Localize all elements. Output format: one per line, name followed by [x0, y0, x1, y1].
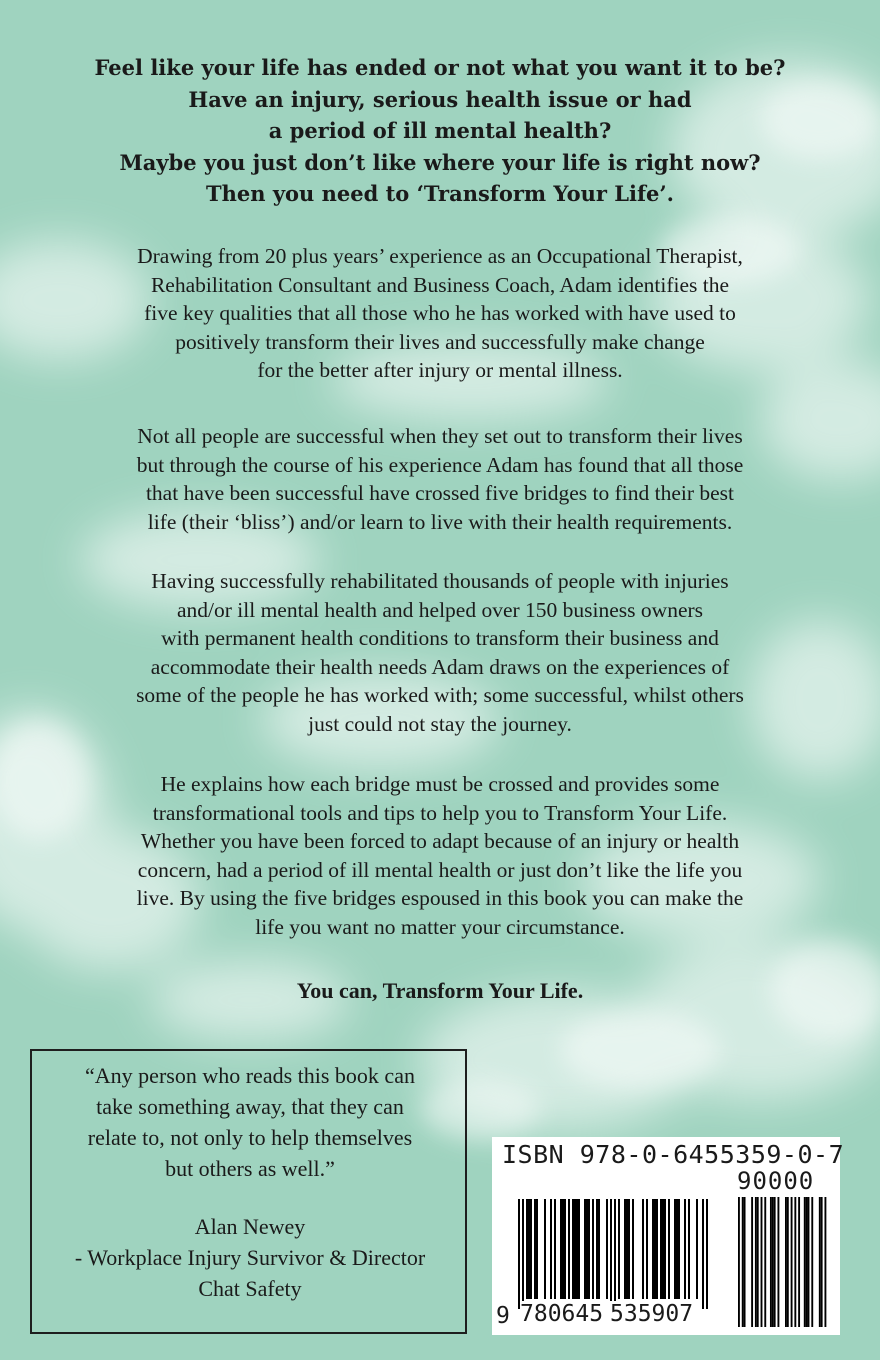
- paragraph-line: and/or ill mental health and helped over 150 business owners: [176, 597, 704, 622]
- addon-bar: [770, 1197, 772, 1327]
- barcode-bar: [568, 1199, 570, 1299]
- barcode-bar: [654, 1199, 656, 1299]
- addon-bar: [794, 1197, 796, 1327]
- addon-bar: [774, 1197, 776, 1327]
- paragraph-line: transformational tools and tips to help you to Transform Your Life.: [152, 800, 728, 825]
- addon-bar: [738, 1197, 740, 1327]
- paragraph-line: Whether you have been forced to adapt because of an injury or health: [140, 829, 740, 854]
- addon-label: 90000: [737, 1167, 815, 1195]
- addon-bar: [785, 1197, 787, 1327]
- isbn-label: ISBN 978-0-6455359-0-7: [502, 1140, 845, 1169]
- paragraph-line: Not all people are successful when they set out to transform their lives: [137, 424, 743, 448]
- barcode-bar: [518, 1199, 520, 1309]
- testimonial-quote: [40, 1060, 460, 1184]
- tagline: You can, Transform Your Life.: [296, 978, 584, 1003]
- barcode-bar: [606, 1199, 608, 1299]
- barcode-bar: [562, 1199, 564, 1299]
- barcode-bar: [624, 1199, 626, 1299]
- barcode-bar: [596, 1199, 598, 1299]
- paragraph-line: Drawing from 20 plus years’ experience as an Occupational Therapist,: [137, 244, 743, 268]
- barcode-bar: [684, 1199, 686, 1299]
- barcode-bar: [598, 1199, 600, 1299]
- barcode-bar: [576, 1199, 578, 1299]
- barcode-bar: [660, 1199, 662, 1299]
- headline-line: Feel like your life has ended or not what you want it to be?: [94, 55, 786, 80]
- paragraph-rehabilitation: [30, 567, 850, 739]
- quote-line: “Any person who reads this book can: [85, 1063, 415, 1088]
- paragraph-line: accommodate their health needs Adam draws on the experiences of: [150, 654, 730, 679]
- barcode-bar: [610, 1199, 612, 1309]
- headline-line: Then you need to ‘Transform Your Life’.: [205, 181, 674, 206]
- barcode-bar: [526, 1199, 528, 1299]
- paragraph-bridges-explained: [30, 770, 850, 942]
- barcode-bar: [614, 1199, 616, 1309]
- barcode-bar: [618, 1199, 620, 1299]
- paragraph-line: life (their ‘bliss’) and/or learn to live with their health requirements.: [147, 509, 733, 534]
- headline: [40, 52, 840, 210]
- addon-bar: [821, 1197, 823, 1327]
- barcode-bar: [626, 1199, 628, 1299]
- addon-bar: [819, 1197, 821, 1327]
- barcode-bar: [550, 1199, 552, 1299]
- barcode-bar: [584, 1199, 586, 1299]
- paragraph-line: but through the course of his experience Adam has found that all those: [136, 452, 744, 477]
- addon-bar: [787, 1197, 789, 1327]
- addon-bar: [777, 1197, 779, 1327]
- barcode-bar: [534, 1199, 536, 1299]
- quote-line: relate to, not only to help themselves: [87, 1125, 413, 1150]
- quote-line: take something away, that they can: [96, 1094, 404, 1119]
- quote-role-line: - Workplace Injury Survivor & Director: [74, 1245, 426, 1270]
- barcode-right-digits: 535907: [610, 1301, 694, 1327]
- barcode-bar: [592, 1199, 594, 1299]
- quote-role-line: Chat Safety: [198, 1276, 302, 1301]
- paragraph-line: Rehabilitation Consultant and Business Coach, Adam identifies the: [150, 272, 730, 297]
- testimonial-box: [30, 1049, 467, 1334]
- addon-bar: [764, 1197, 766, 1327]
- quote-line: but others as well.”: [165, 1156, 335, 1181]
- barcode-bar: [528, 1199, 530, 1299]
- paragraph-line: life you want no matter your circumstance.: [255, 914, 625, 939]
- paragraph-line: live. By using the five bridges espoused in this book you can make the: [136, 886, 744, 911]
- paragraph-line: positively transform their lives and successfully make change: [175, 329, 705, 354]
- barcode-bar: [522, 1199, 524, 1309]
- barcode-bar: [554, 1199, 556, 1299]
- addon-bar: [772, 1197, 774, 1327]
- barcode-bar: [536, 1199, 538, 1299]
- barcode-bar: [664, 1199, 666, 1299]
- paragraph-experience: [30, 242, 850, 385]
- addon-bar: [791, 1197, 793, 1327]
- addon-bar: [811, 1197, 813, 1327]
- addon-bar: [757, 1197, 759, 1327]
- headline-line: a period of ill mental health?: [268, 118, 612, 143]
- barcode-bar: [574, 1199, 576, 1299]
- paragraph-line: for the better after injury or mental illness.: [257, 358, 623, 383]
- barcode-bar: [564, 1199, 566, 1299]
- barcode-bar: [544, 1199, 546, 1299]
- barcode-bar: [572, 1199, 574, 1299]
- barcode-bar: [578, 1199, 580, 1299]
- barcode-bar: [588, 1199, 590, 1299]
- barcode-bar: [696, 1199, 698, 1299]
- barcode-bar: [642, 1199, 644, 1299]
- addon-bar: [824, 1197, 826, 1327]
- isbn-barcode: [492, 1137, 845, 1335]
- headline-line: Maybe you just don’t like where your life is right now?: [119, 149, 761, 175]
- addon-bar: [761, 1197, 763, 1327]
- paragraph-five-bridges: [30, 422, 850, 536]
- paragraph-line: just could not stay the journey.: [308, 711, 572, 736]
- addon-bar: [804, 1197, 806, 1327]
- barcode-bar: [628, 1199, 630, 1299]
- addon-bar: [798, 1197, 800, 1327]
- paragraph-line: He explains how each bridge must be crossed and provides some: [160, 772, 720, 796]
- paragraph-line: that have been successful have crossed five bridges to find their best: [145, 481, 735, 506]
- barcode-bar: [702, 1199, 704, 1309]
- barcode-bar: [674, 1199, 676, 1299]
- headline-line: Have an injury, serious health issue or had: [188, 86, 692, 112]
- barcode-bar: [586, 1199, 588, 1299]
- paragraph-line: some of the people he has worked with; some successful, whilst others: [136, 683, 744, 708]
- addon-bar: [806, 1197, 808, 1327]
- barcode-bar: [676, 1199, 678, 1299]
- barcode-bar: [530, 1199, 532, 1299]
- paragraph-line: with permanent health conditions to transform their business and: [161, 626, 719, 651]
- barcode-bar: [706, 1199, 708, 1309]
- paragraph-line: concern, had a period of ill mental health or just don’t like the life you: [137, 857, 743, 882]
- barcode-bar: [656, 1199, 658, 1299]
- addon-bar: [808, 1197, 810, 1327]
- quote-author: Alan Newey: [194, 1214, 306, 1239]
- paragraph-line: five key qualities that all those who he has worked with have used to: [144, 301, 736, 326]
- addon-bar: [751, 1197, 753, 1327]
- barcode-bar: [662, 1199, 664, 1299]
- barcode-bar: [668, 1199, 670, 1299]
- testimonial-attribution: [40, 1211, 460, 1304]
- addon-bar: [742, 1197, 744, 1327]
- barcode-bar: [678, 1199, 680, 1299]
- barcode-bar: [560, 1199, 562, 1299]
- barcode-bar: [632, 1199, 634, 1299]
- addon-bar: [755, 1197, 757, 1327]
- addon-bar: [744, 1197, 746, 1327]
- paragraph-line: Having successfully rehabilitated thousands of people with injuries: [151, 569, 729, 593]
- barcode-bar: [652, 1199, 654, 1299]
- barcode-first-digit: 9: [496, 1303, 510, 1329]
- barcode-left-digits: 780645: [520, 1301, 604, 1327]
- barcode-bar: [688, 1199, 690, 1299]
- barcode-bar: [646, 1199, 648, 1299]
